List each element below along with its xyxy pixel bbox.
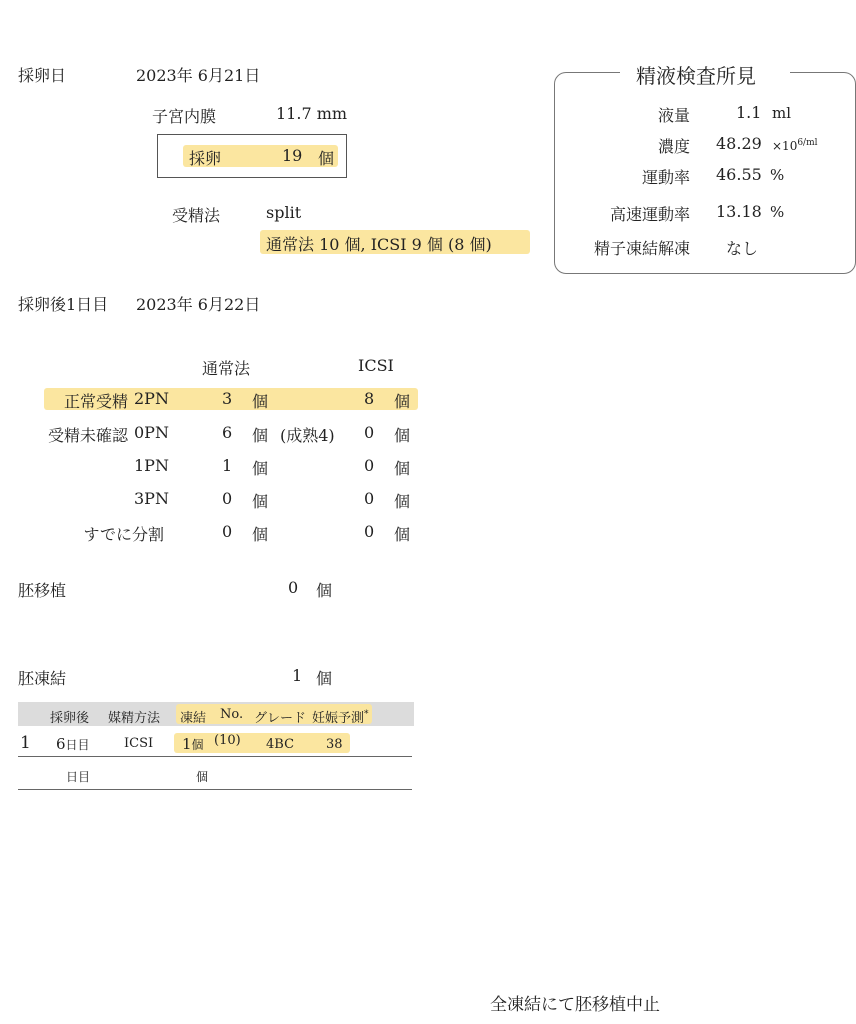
fert-row-label: すでに分割 [83,525,164,544]
semen-value: 13.18 [716,202,762,221]
footer-note: 全凍結にて胚移植中止 [490,995,660,1015]
method-detail: 通常法 10 個, ICSI 9 個 (8 個) [266,235,492,254]
freeze-row-count: 1個 [182,735,204,753]
fert-row-conv: 3 [222,389,233,408]
header-no: No. [220,707,244,722]
semen-value: なし [726,239,759,258]
header-grade: グレード [254,711,307,726]
freeze-row-index: 1 [20,733,31,753]
semen-unit: % [770,166,785,184]
fert-row-conv-unit: 個 [252,492,269,511]
transfer-value: 0 [288,578,299,597]
retrieval-date: 2023年 6月21日 [136,66,261,85]
header-day: 採卵後 [50,711,90,726]
freeze-label: 胚凍結 [18,669,67,688]
header-prediction: 妊娠予測* [312,709,369,726]
fert-row-icsi-unit: 個 [394,426,411,445]
semen-label: 液量 [657,106,690,125]
method-label: 受精法 [172,206,221,225]
freeze-row-count-unit: 個 [196,770,209,784]
semen-label: 精子凍結解凍 [593,239,690,258]
freeze-row-day-unit: 日目 [66,770,91,784]
fert-row-label: 受精未確認 [47,426,128,445]
fert-row-icsi: 0 [364,456,375,475]
fert-row-icsi-unit: 個 [394,392,411,411]
endometrium-label: 子宮内膜 [152,107,217,126]
fert-row-pn: 0PN [134,423,169,442]
fert-row-pn: 1PN [134,456,169,475]
fert-row-note: (成熟4) [280,426,335,445]
header-frozen: 凍結 [180,711,207,726]
freeze-unit: 個 [316,669,333,688]
endometrium-value: 11.7 mm [276,104,348,123]
transfer-unit: 個 [316,581,333,600]
transfer-label: 胚移植 [18,581,67,600]
semen-label: 高速運動率 [609,205,690,224]
fert-row-conv-unit: 個 [252,426,269,445]
semen-value: 1.1 [736,103,762,122]
fert-row-icsi: 8 [364,389,375,408]
retrieval-label: 採卵日 [18,66,67,85]
semen-value: 48.29 [716,134,762,153]
semen-label: 濃度 [657,137,690,156]
fert-row-icsi: 0 [364,489,375,508]
header-method: 媒精方法 [108,711,161,726]
freeze-row-method: ICSI [124,736,154,751]
freeze-value: 1 [292,666,303,685]
col-icsi: ICSI [358,356,394,375]
eggs-value: 19 [282,146,303,165]
semen-unit: $\times 10^{6/ml}$ [772,138,818,153]
fert-row-icsi: 0 [364,522,375,541]
day1-date: 2023年 6月22日 [136,295,261,314]
semen-value: 46.55 [716,165,762,184]
semen-label: 運動率 [641,168,690,187]
fert-row-icsi-unit: 個 [394,525,411,544]
fert-row-conv: 1 [222,456,233,475]
semen-title: 精液検査所見 [636,64,756,88]
freeze-row-grade: 4BC [266,737,295,752]
freeze-row-day: 6日目 [56,735,90,753]
fert-row-label: 正常受精 [63,392,128,411]
day1-label: 採卵後1日目 [18,295,109,314]
fert-row-conv-unit: 個 [252,525,269,544]
freeze-row-no: (10) [214,733,241,748]
method-value: split [266,203,302,222]
row-divider [18,756,412,757]
freeze-row-prediction: 38 [326,737,343,752]
fert-row-conv: 0 [222,522,233,541]
fert-row-pn: 3PN [134,489,169,508]
fert-row-conv: 6 [222,423,233,442]
fert-row-icsi-unit: 個 [394,459,411,478]
col-conventional: 通常法 [202,359,251,378]
row-divider [18,789,412,790]
eggs-label: 採卵 [189,149,222,168]
fert-row-pn: 2PN [134,389,169,408]
fert-row-conv-unit: 個 [252,392,269,411]
fert-row-icsi-unit: 個 [394,492,411,511]
fert-row-conv: 0 [222,489,233,508]
semen-unit: % [770,203,785,221]
fert-row-conv-unit: 個 [252,459,269,478]
fert-row-icsi: 0 [364,423,375,442]
eggs-unit: 個 [318,149,335,168]
semen-unit: ml [772,104,792,122]
